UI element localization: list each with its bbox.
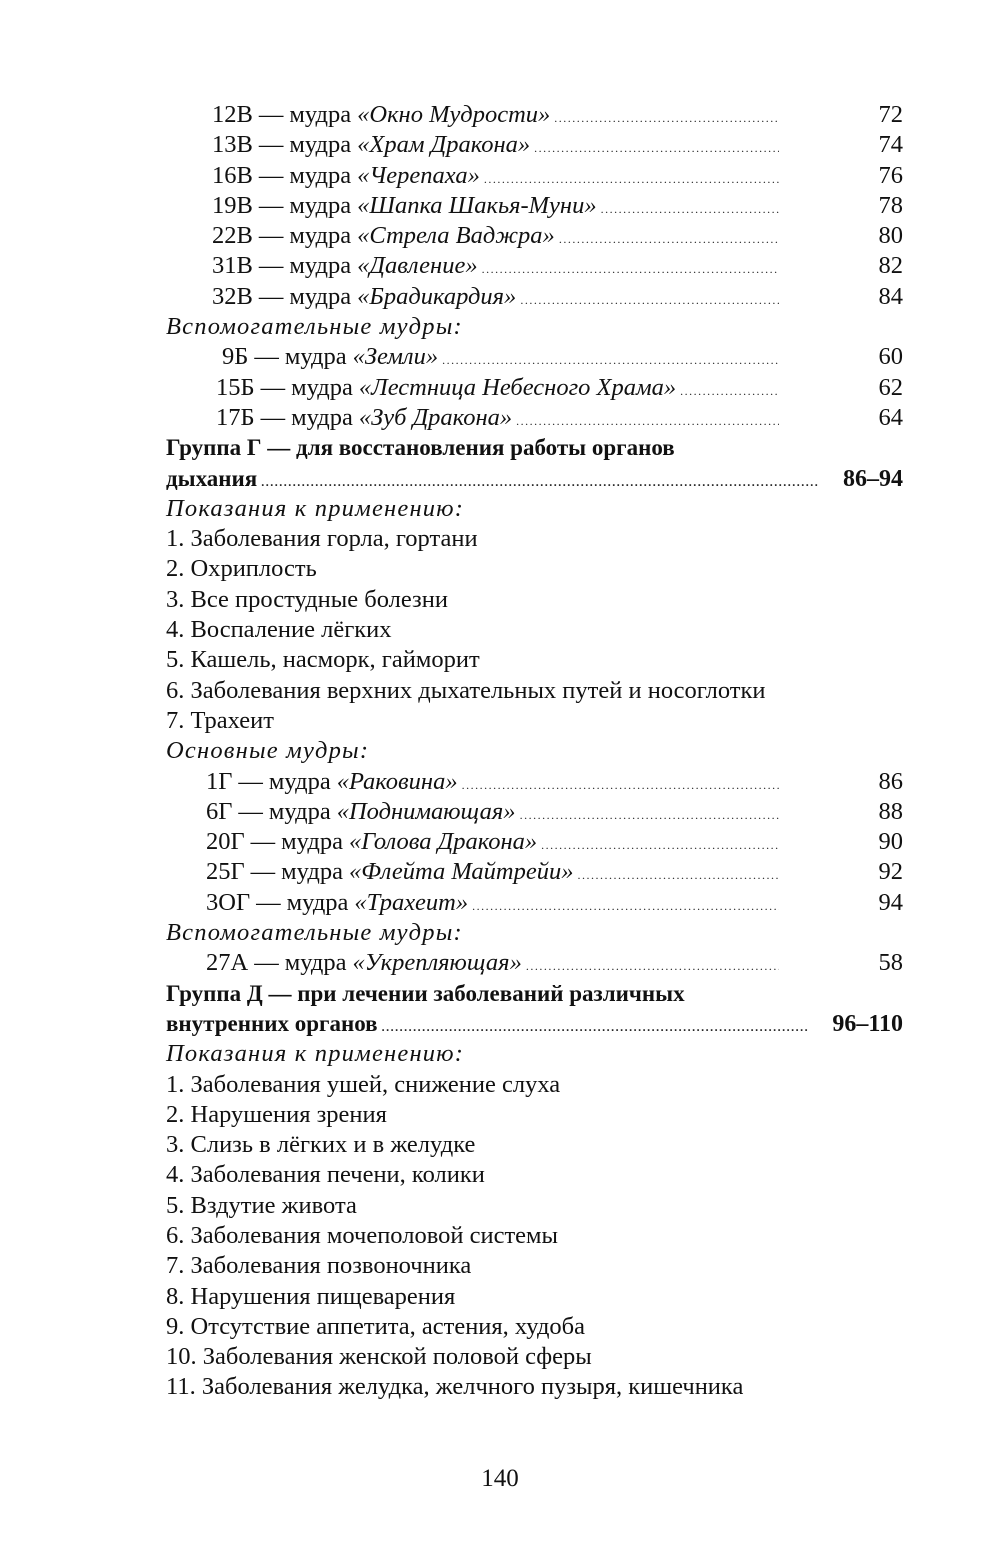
group-g-heading: Группа Г — для восстановления работы органов	[166, 435, 675, 461]
mudra-code: 12В	[212, 101, 253, 128]
toc-entry: 13В — мудра «Храм Дракона» ..... 74	[166, 130, 903, 160]
list-item: 5. Кашель, насморк, гайморит	[166, 646, 480, 674]
list-item: 5. Вздутие живота	[166, 1191, 357, 1219]
group-d-pages: 96–110	[832, 1010, 903, 1037]
list-item: 10. Заболевания женской половой сферы	[166, 1343, 592, 1371]
toc-entry: 20Г — мудра «Голова Дракона» ..... 90	[166, 827, 903, 857]
list-item: 6. Заболевания мочеполовой системы	[166, 1221, 558, 1249]
group-d-heading-line2: внутренних органов ..... 96–110	[166, 1009, 903, 1039]
toc-entry: 27А — мудра «Укрепляющая» ..... 58	[166, 948, 903, 978]
group-g-pages: 86–94	[843, 465, 903, 492]
toc-entry: 19В — мудра «Шапка Шакья-Муни» ..... 78	[166, 191, 903, 221]
aux-mudras-heading: Вспомогательные мудры:	[166, 919, 463, 947]
aux-mudras-heading: Вспомогательные мудры:	[166, 313, 463, 341]
group-g-heading-line2: дыхания ..... 86–94	[166, 464, 903, 494]
list-item: 1. Заболевания горла, гортани	[166, 525, 478, 553]
dot-leader	[261, 467, 819, 497]
toc-entry: 16В — мудра «Черепаха» ..... 76	[166, 161, 903, 191]
list-item: 11. Заболевания желудка, желчного пузыря, кишечника	[166, 1373, 744, 1401]
list-item: 3. Слизь в лёгких и в желудке	[166, 1131, 476, 1159]
table-of-contents	[166, 100, 903, 1403]
list-item: 3. Все простудные болезни	[166, 585, 448, 613]
toc-entry: 32В — мудра «Брадикардия» ..... 84	[166, 282, 903, 312]
toc-entry: 17Б — мудра «Зуб Дракона» ..... 64	[166, 403, 903, 433]
indications-heading: Показания к применению:	[166, 494, 465, 522]
list-item: 7. Трахеит	[166, 706, 274, 734]
list-item: 2. Охриплость	[166, 555, 317, 583]
list-item: 8. Нарушения пищеварения	[166, 1282, 456, 1310]
list-item: 4. Заболевания печени, колики	[166, 1161, 485, 1189]
page-ref: 72	[878, 101, 903, 128]
list-item: 6. Заболевания верхних дыхательных путей и носоглотки	[166, 676, 766, 704]
group-d-heading: Группа Д — при лечении заболеваний различных	[166, 980, 685, 1006]
mudra-title: «Окно Мудрости»	[357, 101, 551, 128]
toc-entry: 1Г — мудра «Раковина» ..... 86	[166, 767, 903, 797]
list-item: 2. Нарушения зрения	[166, 1100, 387, 1128]
list-item: 9. Отсутствие аппетита, астения, худоба	[166, 1312, 586, 1340]
toc-entry: 6Г — мудра «Поднимающая» ..... 88	[166, 797, 903, 827]
toc-entry: 31В — мудра «Давление» ..... 82	[166, 251, 903, 281]
dot-leader	[554, 103, 778, 133]
toc-entry: 3ОГ — мудра «Трахеит» ..... 94	[166, 888, 903, 918]
toc-entry: 9Б — мудра «Земли» ..... 60	[166, 342, 903, 372]
list-item: 4. Воспаление лёгких	[166, 616, 392, 644]
toc-entry: 12В — мудра «Окно Мудрости» ..... 72	[166, 100, 903, 130]
toc-entry: 15Б — мудра «Лестница Небесного Храма» ..... 62	[166, 373, 903, 403]
dot-leader	[382, 1012, 809, 1042]
page-number: 140	[481, 1465, 519, 1492]
toc-entry: 22В — мудра «Стрела Ваджра» ..... 80	[166, 221, 903, 251]
toc-entry: 25Г — мудра «Флейта Майтрейи» ..... 92	[166, 857, 903, 887]
list-item: 7. Заболевания позвоночника	[166, 1252, 472, 1280]
main-mudras-heading: Основные мудры:	[166, 737, 370, 765]
list-item: 1. Заболевания ушей, снижение слуха	[166, 1070, 561, 1098]
indications-heading: Показания к применению:	[166, 1040, 465, 1068]
